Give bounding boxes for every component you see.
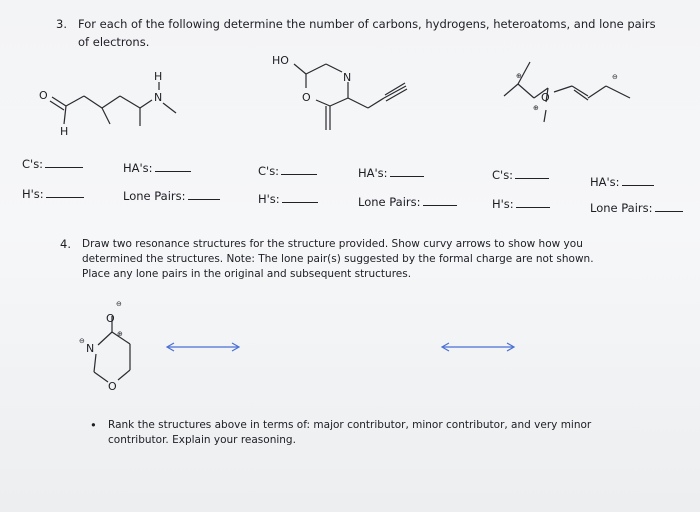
molecule-1 [50,82,176,126]
label-carbons-1 [22,157,83,171]
oxygen-atom-5: O [108,380,117,393]
question-4-text-line3: Place any lone pairs in the original and subsequent structures. [82,268,412,280]
oxygen-atom-4: O [106,312,115,325]
positive-charge-2: ⊕ [533,104,539,112]
question-4-text-line2: determined the structures. Note: The lone pair(s) suggested by the formal charge are not shown. [82,253,594,265]
hydrogen-atom-1: H [60,125,69,138]
label-text: C's: [258,164,280,178]
hydrogen-atom-2: H [154,70,163,83]
negative-charge-2: ⊖ [116,300,122,308]
label-lone-pairs-3 [590,201,683,215]
question-3-text-line2: of electrons. [78,35,150,49]
label-lone-pairs-1 [123,189,220,203]
negative-charge-3: ⊖ [79,337,85,345]
nitrogen-atom-1: N [154,91,163,104]
hydroxyl-group: HO [272,54,289,67]
oxygen-atom-2: O [302,91,311,104]
question-4-text-line1: Draw two resonance structures for the structure provided. Show curvy arrows to show how you [82,238,583,250]
nitrogen-atom-3: N [86,342,95,355]
ranking-instruction-line2: contributor. Explain your reasoning. [108,434,296,446]
positive-charge-3: ⊕ [117,330,123,338]
resonance-starting-structure [94,316,130,382]
positive-charge-1: ⊕ [516,72,522,80]
question-3-text-line1: For each of the following determine the number of carbons, hydrogens, heteroatoms, and lone pairs [78,17,656,31]
label-hydrogens-3 [492,197,550,211]
label-text: HA's: [590,175,620,189]
label-heteroatoms-3 [590,175,654,189]
label-heteroatoms-1 [123,161,191,175]
label-text: C's: [492,168,514,182]
label-text: HA's: [123,161,153,175]
nitrogen-atom-2: N [343,71,352,84]
oxygen-atom-1: O [39,89,48,102]
label-text: H's: [492,197,514,211]
negative-charge-1: ⊖ [612,73,618,81]
question-3-number: 3. [56,17,67,31]
label-text: Lone Pairs: [358,195,421,209]
label-carbons-3 [492,168,549,182]
label-carbons-2 [258,164,317,178]
ranking-instruction-line1: Rank the structures above in terms of: major contributor, minor contributor, and very minor [108,419,592,431]
label-text: Lone Pairs: [590,201,653,215]
label-text: H's: [258,192,280,206]
label-text: Lone Pairs: [123,189,186,203]
molecule-3 [504,62,630,122]
bullet-mark: • [90,418,97,432]
resonance-arrow-2 [442,343,514,351]
resonance-arrow-1 [167,343,239,351]
label-text: C's: [22,157,44,171]
label-hydrogens-2 [258,192,318,206]
label-text: H's: [22,187,44,201]
oxygen-atom-3: O [541,91,550,104]
label-heteroatoms-2 [358,166,424,180]
label-hydrogens-1 [22,187,84,201]
question-4-number: 4. [60,237,71,251]
label-text: HA's: [358,166,388,180]
label-lone-pairs-2 [358,195,457,209]
